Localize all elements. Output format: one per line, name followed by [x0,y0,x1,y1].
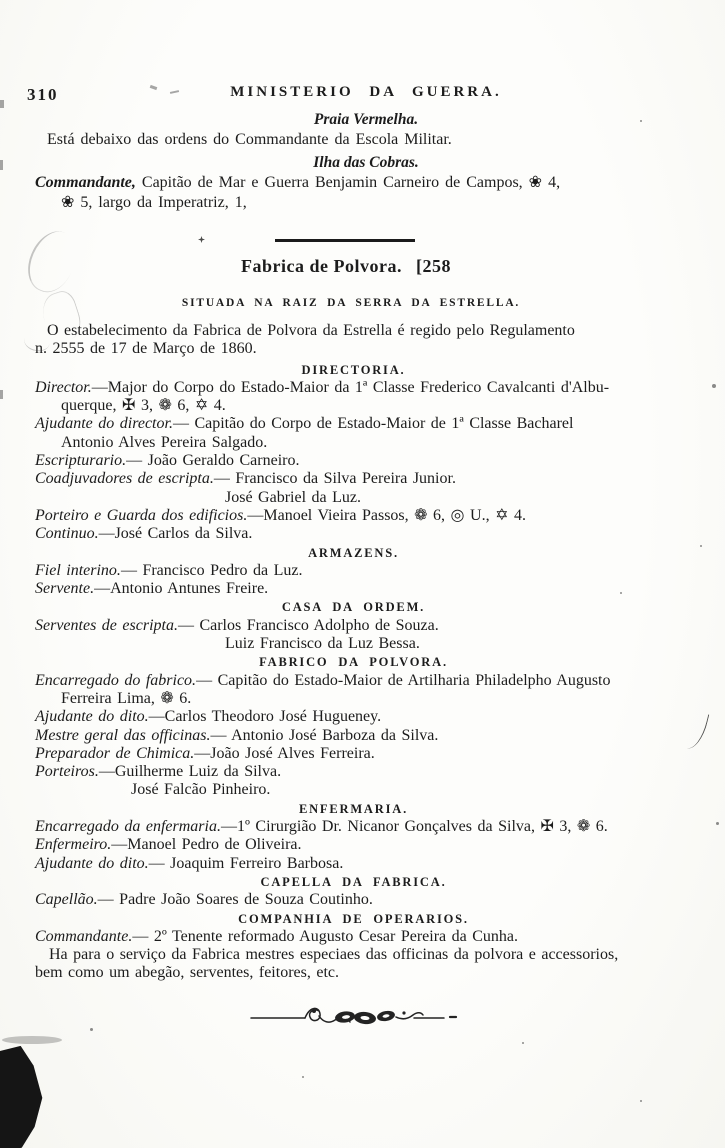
entry-text: —José Carlos da Silva. [98,525,253,543]
entry-role: Serventes de escripta. [35,616,178,634]
roster-entry [35,580,697,598]
fabrica-subtitle: SITUADA NA RAIZ DA SERRA DA ESTRELLA. [181,297,521,309]
intro-paragraph [35,322,697,359]
entry-role: Director. [35,378,92,396]
entry-role: Escripturario. [35,452,127,470]
entry-text: — Antonio José Barboza da Silva. [210,726,439,744]
speck [620,592,622,594]
entry-text: — Capitão do Estado-Maior de Artilharia Philadelpho Augusto [196,671,611,689]
praia-vermelha-line: Está debaixo das ordens do Commandante da Escola Militar. [47,131,452,148]
roster-entry [35,562,697,580]
section-divider-rule [275,239,415,242]
entry-text: — Francisco Pedro da Luz. [120,561,303,579]
roster-entry [35,507,697,525]
entry-continuation: querque, ✠ 3, ❁ 6, ✡ 4. [61,397,226,415]
speck [640,1100,642,1102]
speck [712,384,716,388]
closing-paragraph [35,946,697,983]
section-heading: CASA DA ORDEM. [281,600,426,615]
section-heading: COMPANHIA DE OPERARIOS. [238,911,469,926]
ornament-flourish [248,1002,458,1037]
entry-text: —Manoel Pedro de Oliveira. [111,836,302,854]
speck [302,1076,304,1078]
entry-role: Ajudante do dito. [35,854,149,872]
roster-sections [35,361,697,983]
closing-line: Ha para o serviço da Fabrica mestres especiaes das officinas da polvora e accessorios, [49,946,619,964]
roster-entry [35,415,697,433]
page-content [27,83,697,983]
entry-role: Coadjuvadores de escripta. [35,470,214,488]
page-number: 310 [27,85,59,104]
entry-text: —Manoel Vieira Passos, ❁ 6, ◎ U., ✡ 4. [247,506,526,524]
entry-text: Capitão de Mar e Guerra Benjamin Carneiro de Campos, ❀ 4, [135,174,561,191]
entry-text: — Francisco da Silva Pereira Junior. [213,470,456,488]
entry-text: —Antonio Antunes Freire. [94,580,269,598]
entry-text: — João Geraldo Carneiro. [126,452,300,470]
roster-entry [35,727,697,745]
entry-role: Encarregado da enfermaria. [35,818,221,836]
entry-second-name: José Gabriel da Luz. [225,488,362,506]
intro-line: n. 2555 de 17 de Março de 1860. [35,340,257,358]
speck [716,822,719,825]
roster-entry [35,470,697,488]
entry-role: Commandante. [35,927,133,945]
praia-vermelha-heading: Praia Vermelha. [313,111,419,128]
entry-role: Enfermeiro. [35,836,112,854]
entry-continuation: Antonio Alves Pereira Salgado. [61,433,268,451]
entry-text: — Padre João Soares de Souza Coutinho. [97,891,373,909]
roster-entry [35,452,697,470]
roster-entry [35,855,697,873]
roster-entry [35,891,697,909]
roster-entry [35,617,697,635]
roster-entry [35,672,697,690]
entry-text: —João José Alves Ferreira. [194,744,375,762]
entry-text: — Capitão do Corpo de Estado-Maior de 1ª Classe Bacharel [172,415,574,433]
entry-role: Capellão. [35,891,98,909]
roster-entry [35,818,697,836]
page-title: MINISTERIO DA GUERRA. [230,84,502,100]
entry-text: — 2º Tenente reformado Augusto Cesar Pereira da Cunha. [132,927,518,945]
entry-text: —Major do Corpo do Estado-Maior da 1ª Classe Frederico Cavalcanti d'Albu- [91,378,610,396]
section-heading: ENFERMARIA. [298,801,409,816]
flourish-graphic [248,1002,458,1032]
roster-entry [35,525,697,543]
entry-role: Preparador de Chimica. [35,744,195,762]
roster-entry [35,745,697,763]
commandante-continuation: ❀ 5, largo da Imperatriz, 1, [61,194,247,211]
entry-role: Mestre geral das officinas. [35,726,211,744]
ilha-das-cobras-heading: Ilha das Cobras. [313,154,419,171]
intro-line: O estabelecimento da Fabrica de Polvora da Estrella é regido pelo Regulamento [47,322,575,339]
entry-text: —Guilherme Luiz da Silva. [98,763,282,781]
fabrica-reference-number: [258 [415,256,451,276]
section-heading: FABRICO DA POLVORA. [259,655,448,670]
section-heading: ARMAZENS. [308,545,399,560]
edge-mark [0,390,3,399]
speck [640,120,642,122]
commandante-entry [35,173,697,193]
speck [700,545,702,547]
speck [90,1028,93,1031]
entry-second-name: Luiz Francisco da Luz Bessa. [225,635,420,653]
edge-mark [0,100,4,108]
entry-role: Commandante, [35,174,136,191]
entry-role: Continuo. [35,525,99,543]
entry-role: Ajudante do dito. [35,708,149,726]
roster-entry [35,763,697,781]
section-heading: CAPELLA DA FABRICA. [260,874,447,889]
page-header-row [27,83,697,107]
entry-second-name: José Falcão Pinheiro. [131,781,271,799]
section-heading: DIRECTORIA. [301,362,406,377]
entry-text: —Carlos Theodoro José Hugueney. [148,708,382,726]
roster-entry [35,379,697,397]
speck [522,1042,524,1044]
roster-entry [35,708,697,726]
fabrica-title: Fabrica de Polvora. [241,256,402,276]
entry-role: Encarregado do fabrico. [35,671,197,689]
entry-role: Fiel interino. [35,561,121,579]
entry-role: Porteiro e Guarda dos edificios. [35,506,248,524]
entry-text: — Joaquim Ferreiro Barbosa. [148,854,344,872]
entry-text: — Carlos Francisco Adolpho de Souza. [177,616,439,634]
entry-role: Porteiros. [35,763,99,781]
roster-entry [35,836,697,854]
entry-text: —1º Cirurgião Dr. Nicanor Gonçalves da Silva, ✠ 3, ❁ 6. [220,818,608,836]
entry-continuation: Ferreira Lima, ❁ 6. [61,689,192,707]
entry-role: Ajudante do director. [35,415,173,433]
edge-mark [0,160,3,170]
closing-line: bem como um abegão, serventes, feitores, etc. [35,964,339,982]
entry-role: Servente. [35,580,95,598]
scan-ink-blob [0,1045,49,1148]
scan-shadow [2,1036,62,1044]
roster-entry [35,928,697,946]
fabrica-title-row [35,256,697,277]
